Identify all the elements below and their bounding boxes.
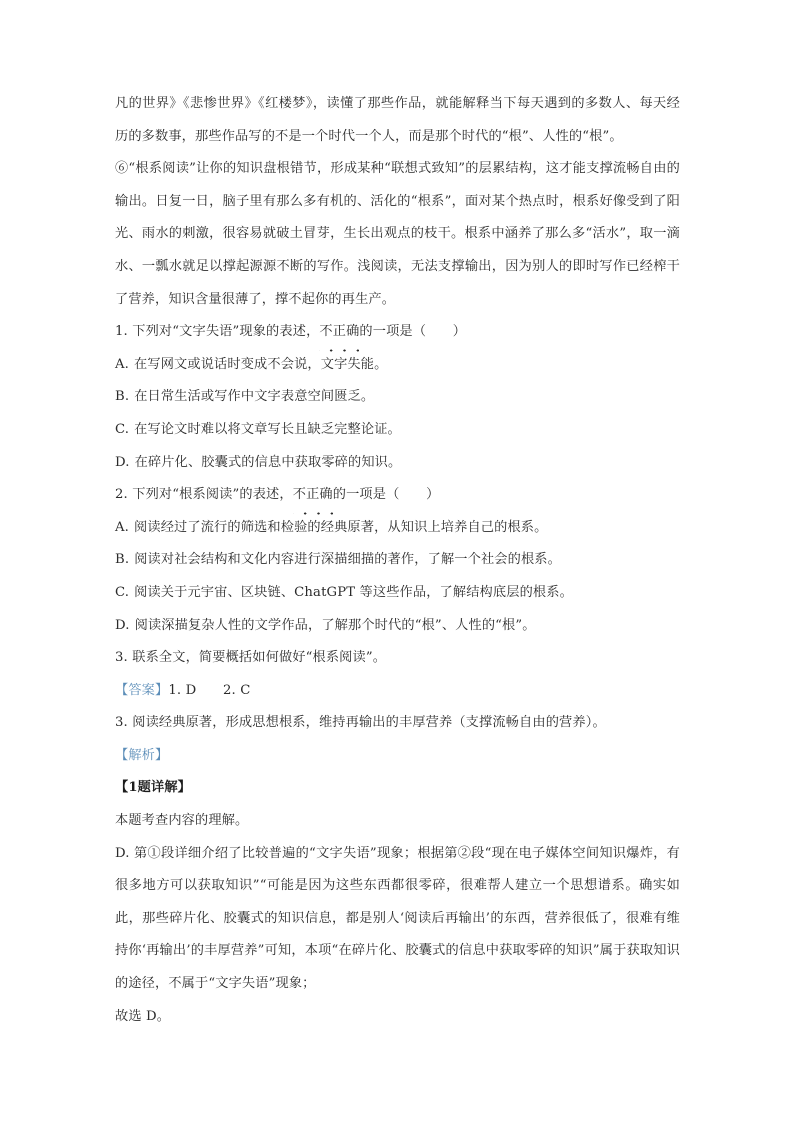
option-letter: D. [115, 617, 130, 633]
question-1-option-c[interactable] [115, 414, 680, 447]
answer-item-3-text: 阅读经典原著，形成思想根系，维持再输出的丰厚营养（支撑流畅自由的营养）。 [132, 715, 606, 731]
question-2-option-b[interactable] [115, 544, 680, 577]
option-text: 阅读经过了流行的筛选和检验的经典原著，从知识上培养自己的根系。 [134, 519, 548, 535]
analysis-section-1-conclusion: 故选 D。 [115, 1008, 171, 1024]
option-text: 阅读对社会结构和文化内容进行深描细描的著作，了解一个社会的根系。 [134, 552, 561, 568]
question-2-emphasis: 不正确 [293, 479, 333, 512]
question-1-stem-before: 下列对“文字失语”现象的表述， [132, 324, 320, 340]
question-1-number: 1. [115, 324, 128, 340]
option-text: 阅读深描复杂人性的文学作品，了解那个时代的“根”、人性的“根”。 [134, 617, 536, 633]
question-2-stem [115, 479, 680, 512]
question-1-emphasis: 不正确 [319, 316, 359, 349]
option-text: 在写网文或说话时变成不会说，文字失能。 [134, 356, 388, 372]
answer-item-3 [115, 707, 680, 740]
answer-inline: 1. D 2. C [168, 682, 251, 698]
question-1-option-d[interactable] [115, 447, 680, 480]
option-letter: C. [115, 421, 130, 437]
question-2-option-c[interactable] [115, 577, 680, 610]
option-letter: B. [115, 552, 130, 568]
answer-item-3-number: 3. [115, 715, 128, 731]
question-3-stem-before: 联系全文，简要概括如何做好“根系阅读”。 [132, 650, 387, 666]
question-1-option-b[interactable] [115, 381, 680, 414]
answer-tag: 【答案】 [115, 682, 169, 698]
analysis-section-1-heading: 【1题详解】 [115, 780, 192, 796]
question-1-stem [115, 316, 680, 349]
analysis-tag-line [115, 740, 680, 773]
option-text: 在写论文时难以将文章写长且缺乏完整论证。 [134, 421, 401, 437]
question-3-number: 3. [115, 650, 128, 666]
question-2-number: 2. [115, 487, 128, 503]
option-letter: D. [115, 454, 130, 470]
analysis-section-1-intro: 本题考查内容的理解。 [115, 813, 249, 829]
option-letter: B. [115, 389, 130, 405]
option-letter: A. [115, 519, 130, 535]
analysis-tag: 【解析】 [115, 747, 169, 763]
option-text: 在碎片化、胶囊式的信息中获取零碎的知识。 [134, 454, 402, 470]
paragraph-6: ⑥“根系阅读”让你的知识盘根错节，形成某种“联想式致知”的层累结构，这才能支撑流畅自由的输出。日复一日，脑子里有那么多有机的、活化的“根系”，面对某个热点时，根系好像受到了阳光、雨水的刺激，很容易就破土冒芽，生长出观点的枝干。根系中涵养了那么多“活水”，取一滴水、一瓢水就足以撑起源源不断的写作。浅阅读，无法支撑输出，因为别人的即时写作已经榨干了营养，知识含量很薄了，撑不起你的再生产。 [115, 161, 680, 307]
question-1-option-a[interactable] [115, 349, 680, 382]
question-2-option-a[interactable] [115, 512, 680, 545]
option-letter: A. [115, 356, 130, 372]
question-1-stem-after: 的一项是（ ） [359, 324, 467, 340]
option-letter: C. [115, 584, 130, 600]
question-3-stem [115, 642, 680, 675]
question-2-option-d[interactable] [115, 610, 680, 643]
option-text: 在日常生活或写作中文字表意空间匮乏。 [134, 389, 375, 405]
answer-line [115, 675, 680, 708]
question-2-stem-before: 下列对“根系阅读”的表述， [132, 487, 293, 503]
paragraph-continued: 凡的世界》《悲惨世界》《红楼梦》，读懂了那些作品，就能解释当下每天遇到的多数人、每天经历的多数事，那些作品写的不是一个时代一个人，而是那个时代的“根”、人性的“根”。 [115, 96, 680, 144]
question-2-stem-after: 的一项是（ ） [332, 487, 440, 503]
analysis-section-1-body: D. 第①段详细介绍了比较普遍的“文字失语”现象；根据第②段“现在电子媒体空间知识爆炸，有很多地方可以获取知识”“可能是因为这些东西都很零碎，很难帮人建立一个思想谱系。确实如此，那些碎片化、胶囊式的知识信息，都是别人‘阅读后再输出’的东西，营养很低了，很难有维持你‘再输出’的丰厚营养”可知，本项“在碎片化、胶囊式的信息中获取零碎的知识”属于获取知识的途径，不属于“文字失语”现象； [115, 845, 680, 992]
option-text: 阅读关于元宇宙、区块链、ChatGPT 等这些作品，了解结构底层的根系。 [134, 584, 573, 600]
